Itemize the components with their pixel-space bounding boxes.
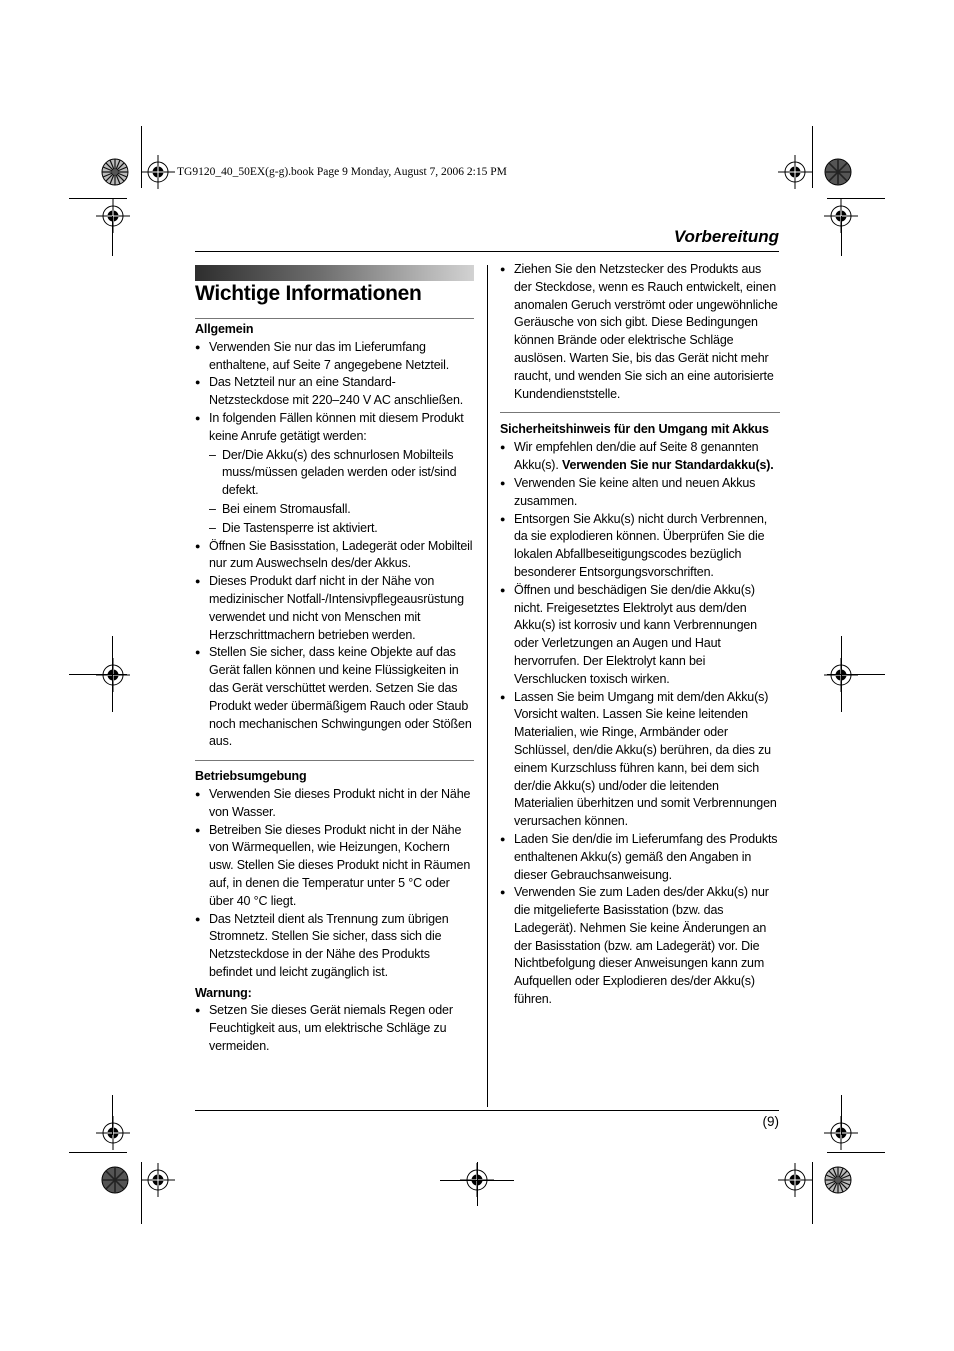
column-divider bbox=[487, 265, 488, 1107]
registration-mark-icon bbox=[138, 152, 178, 192]
header-rule bbox=[195, 251, 779, 252]
page-title: Wichtige Informationen bbox=[195, 282, 422, 305]
bullet-item: ● Betreiben Sie dieses Produkt nicht in der Nähe von Wärmequellen, wie Heizungen, Kochern usw. Stellen Sie dieses Produkt nicht in Räumen auf, in denen die Temperatur unter 5 °C oder über 40 °C liegt. bbox=[195, 822, 474, 911]
registration-mark-icon bbox=[93, 655, 133, 695]
registration-mark-icon bbox=[138, 1160, 178, 1200]
registration-mark-icon bbox=[93, 196, 133, 236]
subheading-warning: Warnung: bbox=[195, 985, 252, 1000]
bullet-item: ● Laden Sie den/die im Lieferumfang des Produkts enthaltenen Akku(s) gemäß den Angaben in dieser Gebrauchsanweisung. bbox=[500, 831, 780, 884]
right-column bbox=[500, 261, 780, 1009]
bullet-item: ● Ziehen Sie den Netzstecker des Produkts aus der Steckdose, wenn es Rauch entwickelt, einen anomalen Geruch verströmt oder ungewöhnliche Geräusche von sich gibt. Diese Bedingungen können Brände oder elektrische Schläge auslösen. Warten Sie, bis das Gerät nicht mehr raucht, und wenden Sie sich an eine autorisierte Kundendienststelle. bbox=[500, 261, 780, 403]
title-rule bbox=[195, 318, 474, 319]
footer-rule bbox=[195, 1110, 779, 1111]
bullet-item: ● Verwenden Sie nur das im Lieferumfang enthaltene, auf Seite 7 angegebene Netzteil. bbox=[195, 339, 474, 375]
page-number: (9) bbox=[762, 1114, 779, 1129]
bullet-item: ● Das Netzteil dient als Trennung zum übrigen Stromnetz. Stellen Sie sicher, dass sich die Netzsteckdose in der Nähe des Produkts befindet und leicht zugänglich ist. bbox=[195, 911, 474, 982]
bullet-item: ● Öffnen und beschädigen Sie den/die Akku(s) nicht. Freigesetztes Elektrolyt aus dem/den Akku(s) ist korrosiv und kann Verbrennungen oder Verletzungen an Augen und Haut hervorrufen. Der Elektrolyt kann bei Verschlucken toxisch wirken. bbox=[500, 582, 780, 689]
crop-line bbox=[112, 216, 113, 256]
crop-line bbox=[827, 674, 885, 675]
registration-mark-icon bbox=[93, 1113, 133, 1153]
star-mark-icon bbox=[822, 156, 854, 188]
section-label: Vorbereitung bbox=[673, 227, 779, 246]
subheading-environment: Betriebsumgebung bbox=[195, 760, 474, 786]
bullet-item: ● Entsorgen Sie Akku(s) nicht durch Verbrennen, da sie explodieren können. Überprüfen Sie die lokalen Abfallbeseitigungscodes bezüglich besonderer Entsorgungsvorschriften. bbox=[500, 511, 780, 582]
crop-line bbox=[69, 674, 127, 675]
bullet-item: ● Setzen Sie dieses Gerät niemals Regen oder Feuchtigkeit aus, um elektrische Schläge zu vermeiden. bbox=[195, 1002, 474, 1055]
bullet-item: ● Das Netzteil nur an eine Standard-Netzsteckdose mit 220–240 V AC anschließen. bbox=[195, 374, 474, 410]
crop-line bbox=[477, 1162, 478, 1206]
bullet-item: ● Verwenden Sie keine alten und neuen Akkus zusammen. bbox=[500, 475, 780, 511]
crop-line bbox=[841, 216, 842, 256]
crop-line bbox=[112, 636, 113, 712]
bullet-item: ● Dieses Produkt darf nicht in der Nähe von medizinischer Notfall-/Intensivpflegeausrüstung verwendet und nicht von Menschen mit Herzschrittmachern betrieben werden. bbox=[195, 573, 474, 644]
bullet-text: Wir empfehlen den/die auf Seite 8 genannten Akku(s). bbox=[514, 440, 759, 473]
title-gradient-bar bbox=[195, 265, 474, 281]
subheading-general: Allgemein bbox=[195, 322, 254, 336]
dash-item: – Der/Die Akku(s) des schnurlosen Mobilteils muss/müssen geladen werden oder ist/sind defekt. bbox=[195, 447, 474, 500]
crop-line bbox=[841, 636, 842, 712]
bullet-item: ● Stellen Sie sicher, dass keine Objekte auf das Gerät fallen können und keine Flüssigkeiten in das Gerät verschüttet werden. Setzen Sie das Produkt weder übermäßigem Rauch oder Staub noch mechanischen Schwingungen oder Stößen aus. bbox=[195, 644, 474, 751]
star-mark-icon bbox=[822, 1164, 854, 1196]
star-mark-icon bbox=[99, 1164, 131, 1196]
bullet-bold-text: Verwenden Sie nur Standardakku(s). bbox=[561, 458, 774, 473]
crop-line bbox=[841, 1095, 842, 1135]
registration-mark-icon bbox=[775, 1160, 815, 1200]
dash-item: – Die Tastensperre ist aktiviert. bbox=[195, 520, 474, 538]
crop-line bbox=[112, 1095, 113, 1135]
bullet-item: ● In folgenden Fällen können mit diesem Produkt keine Anrufe getätigt werden: bbox=[195, 410, 474, 446]
print-header: TG9120_40_50EX(g-g).book Page 9 Monday, August 7, 2006 2:15 PM bbox=[177, 166, 507, 178]
star-mark-icon bbox=[99, 156, 131, 188]
bullet-item: ● Verwenden Sie zum Laden des/der Akku(s) nur die mitgelieferte Basisstation (bzw. das Ladegerät). Nehmen Sie keine Änderungen an der Basisstation (bzw. am Ladegerät) vor. Die Nichtbefolgung dieser Anweisungen kann zum Aufquellen oder Explodieren des/der Akku(s) führen. bbox=[500, 884, 780, 1009]
bullet-item: ● Lassen Sie beim Umgang mit dem/den Akku(s) Vorsicht walten. Lassen Sie keine leitenden Materialien, wie Ringe, Armbänder oder Schlüssel, den/die Akku(s) berühren, da dies zu einem Kurzschluss führen kann, bei dem sich der/die Akku(s) und/oder die leitenden Materialien überhitzen und somit Verbrennungen verursachen können. bbox=[500, 689, 780, 831]
dash-item: – Bei einem Stromausfall. bbox=[195, 501, 474, 519]
bullet-item bbox=[500, 439, 780, 475]
bullet-item: ● Öffnen Sie Basisstation, Ladegerät oder Mobilteil nur zum Auswechseln des/der Akkus. bbox=[195, 538, 474, 574]
left-column bbox=[195, 320, 474, 1056]
bullet-item: ● Verwenden Sie dieses Produkt nicht in der Nähe von Wasser. bbox=[195, 786, 474, 822]
subheading-battery: Sicherheitshinweis für den Umgang mit Akkus bbox=[500, 412, 780, 439]
registration-mark-icon bbox=[775, 152, 815, 192]
